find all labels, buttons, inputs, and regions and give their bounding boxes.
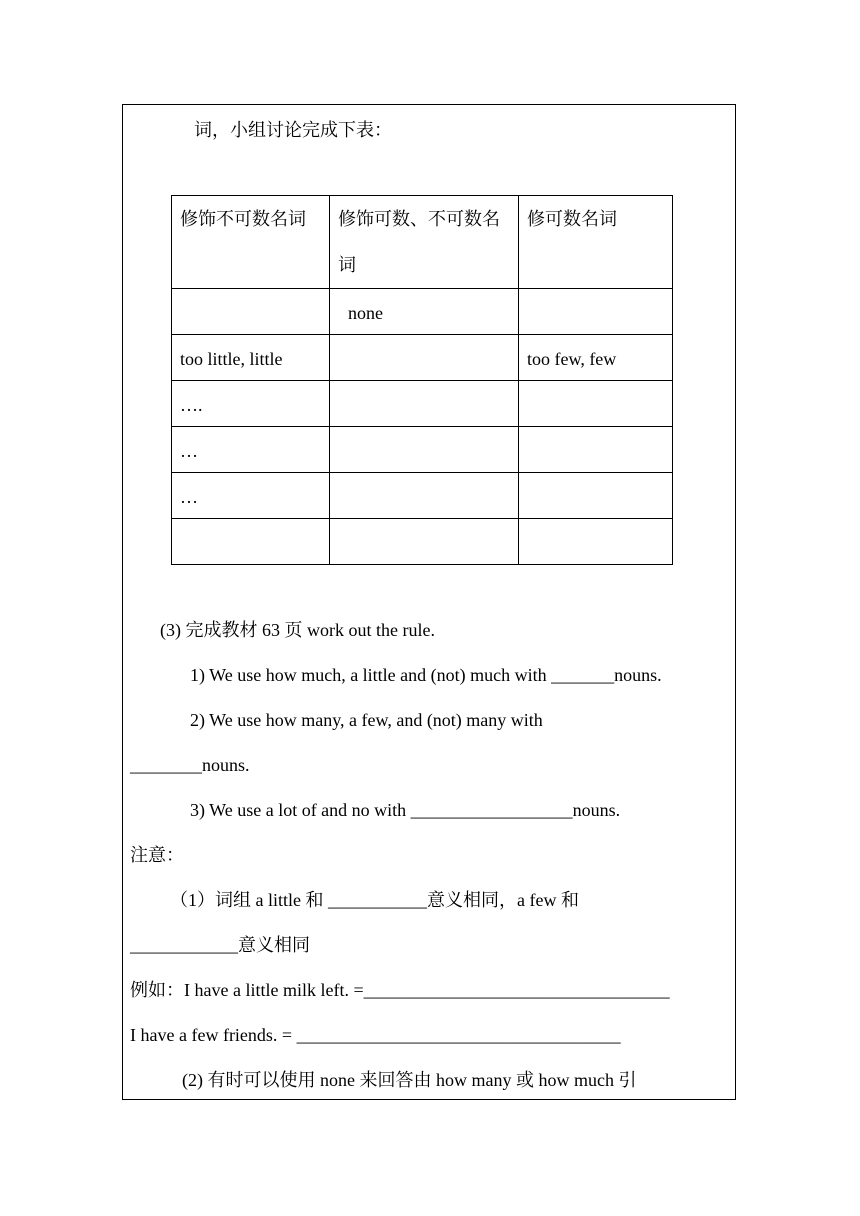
rule-2: 2) We use how many, a few, and (not) many with: [190, 710, 543, 730]
table-cell: …: [172, 473, 330, 519]
table-cell: [172, 289, 330, 335]
table-cell: [330, 519, 519, 565]
header-uncountable: 修饰不可数名词: [172, 196, 330, 289]
table-cell: too little, little: [172, 335, 330, 381]
note-item-2: (2) 有时可以使用 none 来回答由 how many 或 how much 引: [182, 1070, 637, 1090]
table-cell: [519, 519, 673, 565]
table-row: [172, 335, 673, 381]
header-both: 修饰可数、不可数名词: [330, 196, 519, 289]
note-item-1-continued: ____________意义相同: [130, 935, 310, 955]
table-cell: too few, few: [519, 335, 673, 381]
table-cell: [519, 427, 673, 473]
rule-2-continued: ________nouns.: [130, 755, 250, 775]
table-cell: ….: [172, 381, 330, 427]
example-2: I have a few friends. = ____________________________________: [130, 1025, 621, 1045]
table-cell: [519, 473, 673, 519]
rule-3: 3) We use a lot of and no with __________________nouns.: [190, 800, 621, 820]
table-row: [172, 289, 673, 335]
quantifier-table: [171, 195, 673, 565]
example-1: 例如：I have a little milk left. =__________________________________: [130, 980, 670, 1000]
table-cell: [519, 381, 673, 427]
table-cell: [330, 427, 519, 473]
note-item-1: （1）词组 a little 和 ___________意义相同，a few 和: [170, 890, 579, 910]
section3-title: (3) 完成教材 63 页 work out the rule.: [160, 620, 435, 640]
table-row: [172, 381, 673, 427]
table-cell: [330, 335, 519, 381]
table-header-row: [172, 196, 673, 289]
table-cell: [519, 289, 673, 335]
header-countable: 修可数名词: [519, 196, 673, 289]
table-cell: none: [330, 289, 519, 335]
table-row: [172, 427, 673, 473]
table-cell: [330, 473, 519, 519]
intro-text: 词，小组讨论完成下表：: [194, 120, 392, 140]
table-cell: [172, 519, 330, 565]
rule-1: 1) We use how much, a little and (not) much with _______nouns.: [190, 665, 662, 685]
table-cell: …: [172, 427, 330, 473]
note-label: 注意：: [130, 845, 184, 865]
table-row: [172, 473, 673, 519]
table-cell: [330, 381, 519, 427]
table-row: [172, 519, 673, 565]
